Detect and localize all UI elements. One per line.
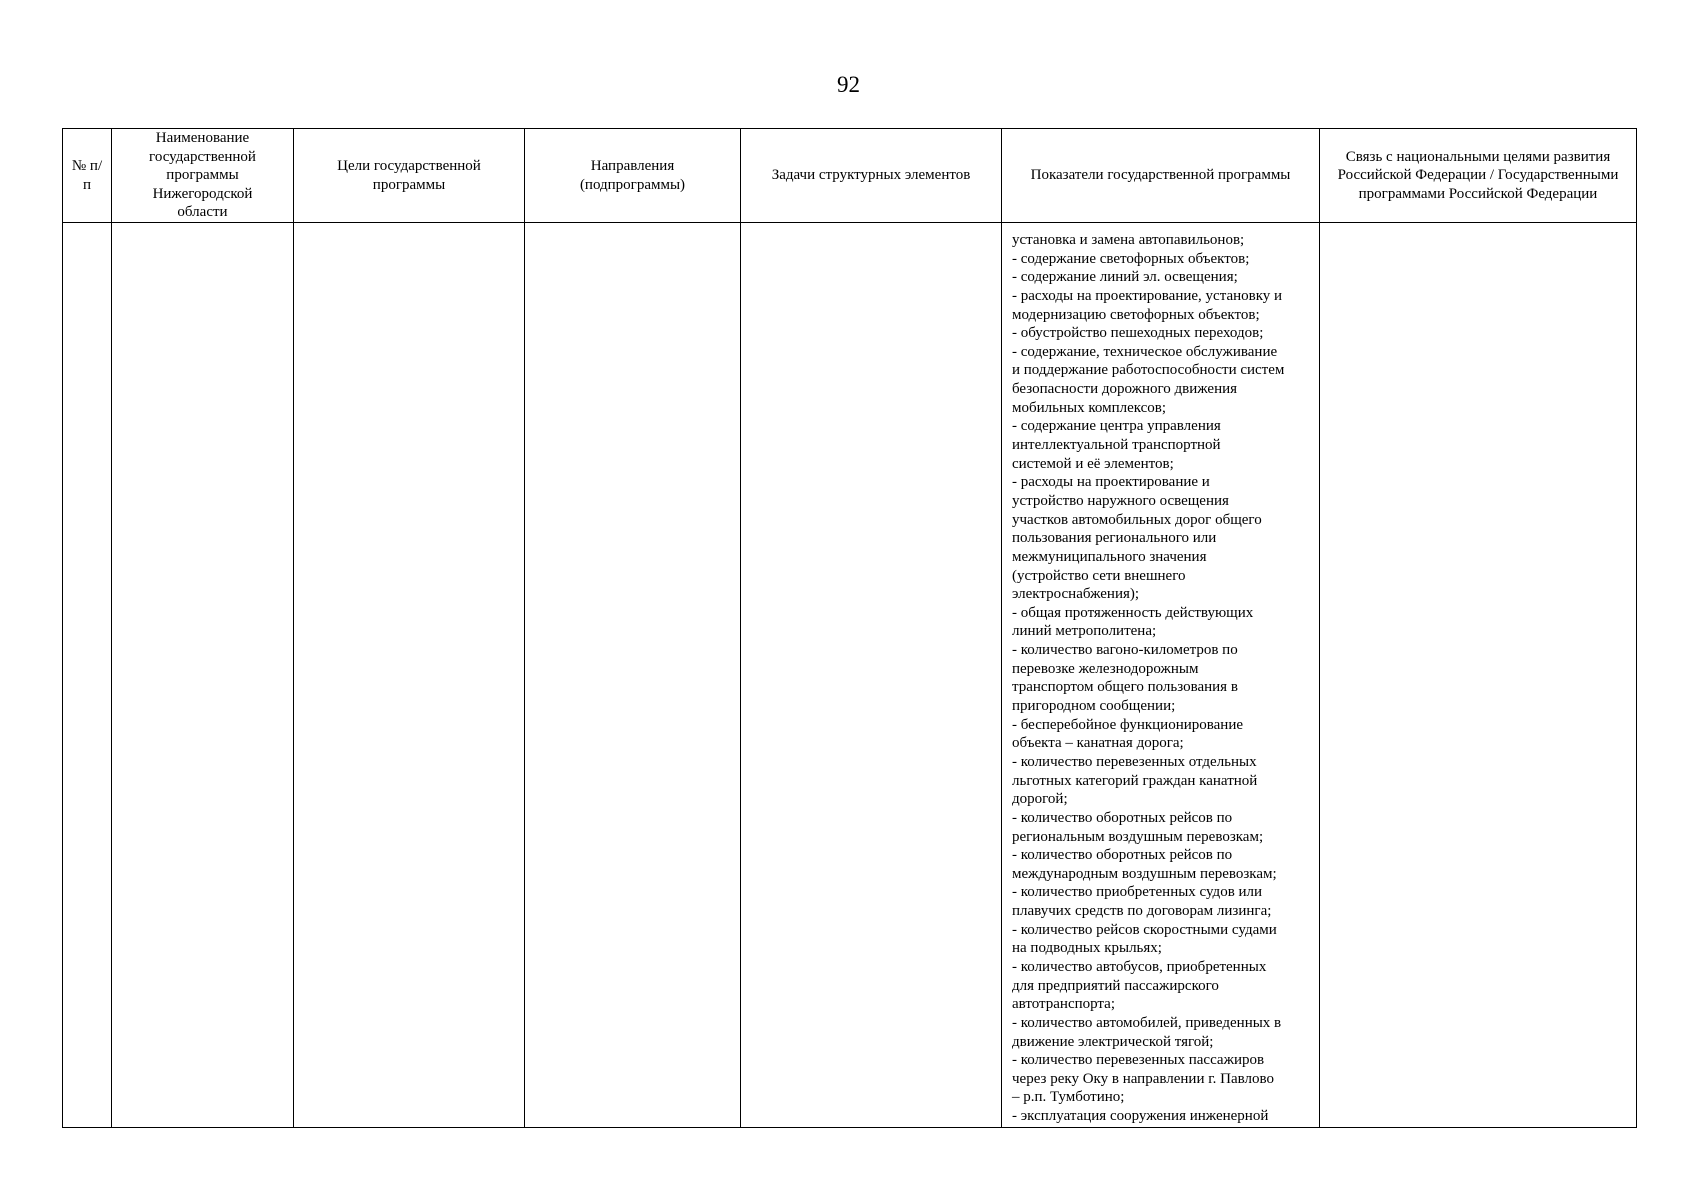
indicator-line: - содержание светофорных объектов; xyxy=(1012,250,1250,267)
indicator-line: линий метрополитена; xyxy=(1012,623,1157,640)
indicator-line: - расходы на проектирование и xyxy=(1012,474,1210,491)
indicator-line: дорогой; xyxy=(1012,791,1068,808)
indicator-line: пользования регионального или xyxy=(1012,530,1217,547)
indicator-line: - содержание, техническое обслуживание xyxy=(1012,343,1278,360)
indicator-line: установка и замена автопавильонов; xyxy=(1012,232,1245,248)
header-program-name: Наименование государственной программы Нижегородской области xyxy=(112,129,294,223)
indicator-line: безопасности дорожного движения xyxy=(1012,381,1238,398)
indicator-list xyxy=(1012,231,1309,1126)
cell-directions xyxy=(525,223,741,1128)
indicator-line: - содержание линий эл. освещения; xyxy=(1012,269,1238,286)
indicator-line: - бесперебойное функционирование xyxy=(1012,716,1244,733)
indicator-line: движение электрической тягой; xyxy=(1012,1033,1214,1050)
indicator-line: для предприятий пассажирского xyxy=(1012,977,1219,994)
indicator-line: – р.п. Тумботино; xyxy=(1012,1089,1125,1106)
cell-program-name xyxy=(112,223,294,1128)
indicator-line: участков автомобильных дорог общего xyxy=(1012,511,1262,528)
header-number: № п/п xyxy=(63,129,112,223)
indicator-line: пригородном сообщении; xyxy=(1012,698,1176,715)
indicator-line: транспортом общего пользования в xyxy=(1012,679,1238,696)
cell-indicators xyxy=(1002,223,1320,1128)
cell-tasks xyxy=(741,223,1002,1128)
cell-goals xyxy=(294,223,525,1128)
indicator-line: устройство наружного освещения xyxy=(1012,492,1229,509)
indicator-line: - обустройство пешеходных переходов; xyxy=(1012,325,1264,342)
cell-national-goals xyxy=(1320,223,1637,1128)
header-directions: Направления (подпрограммы) xyxy=(525,129,741,223)
page-number: 92 xyxy=(837,72,860,97)
indicator-line: мобильных комплексов; xyxy=(1012,399,1167,416)
indicator-line: - количество перевезенных отдельных xyxy=(1012,753,1257,770)
indicator-line: - количество автобусов, приобретенных xyxy=(1012,958,1267,975)
indicator-line: - количество вагоно-километров по xyxy=(1012,642,1238,659)
indicator-line: на подводных крыльях; xyxy=(1012,940,1162,957)
indicator-line: - общая протяженность действующих xyxy=(1012,604,1254,621)
indicator-line: перевозке железнодорожным xyxy=(1012,660,1199,677)
program-table xyxy=(62,128,1637,1128)
header-goals: Цели государственной программы xyxy=(294,129,525,223)
indicator-line: интеллектуальной транспортной xyxy=(1012,437,1221,454)
header-indicators: Показатели государственной программы xyxy=(1002,129,1320,223)
indicator-line: электроснабжения); xyxy=(1012,586,1140,603)
indicator-line: - количество рейсов скоростными судами xyxy=(1012,921,1277,938)
indicator-line: и поддержание работоспособности систем xyxy=(1012,362,1285,379)
indicator-line: - количество оборотных рейсов по xyxy=(1012,847,1233,864)
indicator-line: региональным воздушным перевозкам; xyxy=(1012,828,1264,845)
table-header-row xyxy=(63,129,1637,223)
indicator-line: системой и её элементов; xyxy=(1012,455,1174,472)
indicator-line: - эксплуатация сооружения инженерной xyxy=(1012,1108,1269,1125)
indicator-line: льготных категорий граждан канатной xyxy=(1012,772,1258,789)
header-national-goals: Связь с национальными целями развития Российской Федерации / Государственными программами Российской Федерации xyxy=(1320,129,1637,223)
indicator-line: модернизацию светофорных объектов; xyxy=(1012,306,1260,323)
indicator-line: - содержание центра управления xyxy=(1012,418,1221,435)
indicator-line: (устройство сети внешнего xyxy=(1012,567,1186,584)
indicator-line: объекта – канатная дорога; xyxy=(1012,735,1184,752)
indicator-line: - количество оборотных рейсов по xyxy=(1012,809,1233,826)
indicator-line: - расходы на проектирование, установку и xyxy=(1012,287,1283,304)
indicator-line: - количество автомобилей, приведенных в xyxy=(1012,1014,1282,1031)
indicator-line: через реку Оку в направлении г. Павлово xyxy=(1012,1070,1275,1087)
header-tasks: Задачи структурных элементов xyxy=(741,129,1002,223)
table-row xyxy=(63,223,1637,1128)
indicator-line: автотранспорта; xyxy=(1012,996,1116,1013)
indicator-line: - количество перевезенных пассажиров xyxy=(1012,1052,1265,1069)
indicator-line: - количество приобретенных судов или xyxy=(1012,884,1263,901)
cell-number xyxy=(63,223,112,1128)
indicator-line: плавучих средств по договорам лизинга; xyxy=(1012,903,1272,920)
indicator-line: международным воздушным перевозкам; xyxy=(1012,865,1277,882)
indicator-line: межмуниципального значения xyxy=(1012,548,1207,565)
